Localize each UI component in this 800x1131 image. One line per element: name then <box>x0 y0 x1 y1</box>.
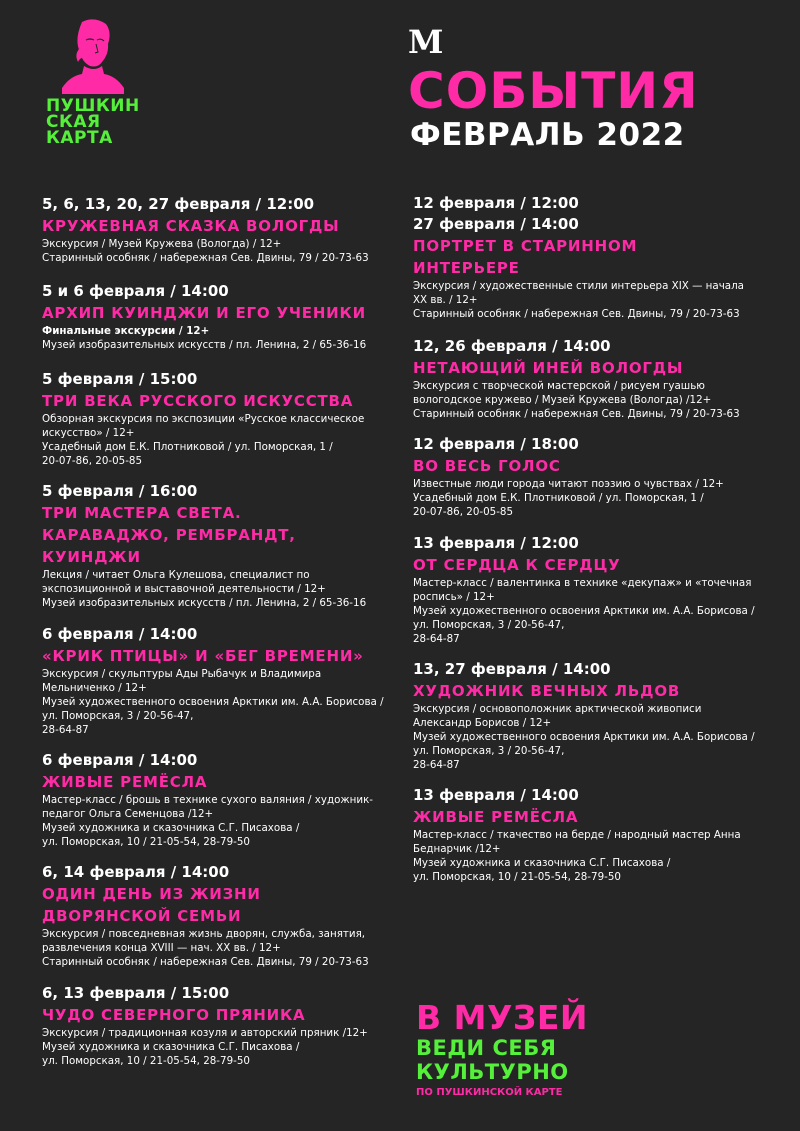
event-line: Известные люди города читают поэзию о чувствах / 12+ <box>413 478 724 490</box>
event-info <box>42 568 407 610</box>
event-title: ОДИН ДЕНЬ ИЗ ЖИЗНИ ДВОРЯНСКОЙ СЕМЬИ <box>42 885 261 925</box>
event-date: 13 февраля / 14:00 <box>413 786 579 804</box>
page-subtitle: ФЕВРАЛЬ 2022 <box>410 117 685 153</box>
event-line: ул. Поморская, 10 / 21-05-54, 28-79-50 <box>413 871 621 883</box>
event-line: Экскурсия с творческой мастерской / рисуем гуашью <box>413 380 705 392</box>
event-item <box>413 785 758 884</box>
event-line: Усадебный дом Е.К. Плотниковой / ул. Поморская, 1 / <box>42 441 333 453</box>
event-date-secondary: 27 февраля / 14:00 <box>413 215 579 233</box>
event-line: ул. Поморская, 10 / 21-05-54, 28-79-50 <box>42 836 250 848</box>
event-line: Мастер-класс / брошь в технике сухого валяния / художник- <box>42 794 374 806</box>
event-line: Экскурсия / скульптуры Ады Рыбачук и Владимира <box>42 668 322 680</box>
event-line: Музей художника и сказочника С.Г. Писахова / <box>42 822 300 834</box>
logo-line-2: СКАЯ <box>46 112 101 132</box>
event-line: 28-64-87 <box>413 759 460 771</box>
event-title: ЖИВЫЕ РЕМЁСЛА <box>413 808 579 826</box>
event-line: XX вв. / 12+ <box>413 294 478 306</box>
pushkin-card-logo <box>46 98 140 146</box>
event-line: Старинный особняк / набережная Сев. Двины, 79 / 20-73-63 <box>413 308 740 320</box>
event-line: Усадебный дом Е.К. Плотниковой / ул. Поморская, 1 / <box>413 492 704 504</box>
event-item <box>413 659 758 772</box>
event-date: 6 февраля / 14:00 <box>42 625 198 643</box>
event-line: Экскурсия / художественные стили интерьера XIX — начала <box>413 280 744 292</box>
event-info <box>413 828 758 884</box>
slogan-line-1: В МУЗЕЙ <box>416 998 589 1037</box>
event-date: 13, 27 февраля / 14:00 <box>413 660 611 678</box>
event-item <box>42 481 367 610</box>
event-line: Финальные экскурсии / 12+ <box>42 325 210 337</box>
event-line: ул. Поморская, 3 / 20-56-47, <box>42 710 194 722</box>
event-line: Лекция / читает Ольга Кулешова, специалист по <box>42 569 310 581</box>
event-title: НЕТАЮЩИЙ ИНЕЙ ВОЛОГДЫ <box>413 359 684 377</box>
event-item <box>42 983 407 1068</box>
slogan-line-4: ПО ПУШКИНСКОЙ КАРТЕ <box>416 1087 563 1098</box>
event-item <box>413 193 758 321</box>
event-info <box>413 576 758 646</box>
event-line: Музей изобразительных искусств / пл. Ленина, 2 / 65-36-16 <box>42 339 367 351</box>
event-item <box>413 434 758 519</box>
event-line: 20-07-86, 20-05-85 <box>42 455 143 467</box>
event-line: Музей изобразительных искусств / пл. Ленина, 2 / 65-36-16 <box>42 597 367 609</box>
event-title: ЖИВЫЕ РЕМЁСЛА <box>42 773 208 791</box>
event-title: ПОРТРЕТ В СТАРИННОМ ИНТЕРЬЕРЕ <box>413 237 638 277</box>
event-info <box>42 237 407 265</box>
event-date: 5 февраля / 16:00 <box>42 482 198 500</box>
event-date: 6 февраля / 14:00 <box>42 751 198 769</box>
event-date: 12 февраля / 18:00 <box>413 435 579 453</box>
event-item <box>42 750 407 849</box>
event-info <box>42 927 407 969</box>
page-title: СОБЫТИЯ <box>408 62 699 120</box>
event-date: 5 и 6 февраля / 14:00 <box>42 282 229 300</box>
event-info <box>42 1026 407 1068</box>
event-item <box>42 194 407 265</box>
event-line: вологодское кружево / Музей Кружева (Вологда) /12+ <box>413 394 712 406</box>
event-info <box>413 379 758 421</box>
event-info <box>413 702 758 772</box>
event-line: 20-07-86, 20-05-85 <box>413 506 514 518</box>
event-title: «КРИК ПТИЦЫ» И «БЕГ ВРЕМЕНИ» <box>42 647 364 665</box>
event-line: Старинный особняк / набережная Сев. Двины, 79 / 20-73-63 <box>413 408 740 420</box>
event-date: 12 февраля / 12:00 <box>413 194 579 212</box>
event-info <box>413 279 758 321</box>
event-info <box>42 412 407 468</box>
event-info <box>42 667 407 737</box>
event-line: Александр Борисов / 12+ <box>413 717 552 729</box>
event-line: развлечения конца XVIII — нач. XX вв. / 12+ <box>42 942 281 954</box>
event-item <box>42 281 407 352</box>
event-title: ВО ВЕСЬ ГОЛОС <box>413 457 561 475</box>
event-title: ТРИ МАСТЕРА СВЕТА. КАРАВАДЖО, РЕМБРАНДТ, КУИНДЖИ <box>42 504 296 566</box>
event-line: ул. Поморская, 3 / 20-56-47, <box>413 619 565 631</box>
event-line: Музей художественного освоения Арктики им. А.А. Борисова / <box>413 731 755 743</box>
event-date: 5 февраля / 15:00 <box>42 370 198 388</box>
event-date: 5, 6, 13, 20, 27 февраля / 12:00 <box>42 195 315 213</box>
event-line: Экскурсия / повседневная жизнь дворян, служба, занятия, <box>42 928 366 940</box>
event-date: 6, 14 февраля / 14:00 <box>42 863 230 881</box>
logo-line-3: КАРТА <box>46 128 113 148</box>
slogan-line-2: ВЕДИ СЕБЯ <box>416 1036 557 1060</box>
pushkin-portrait-icon <box>62 18 126 94</box>
event-info <box>42 324 407 352</box>
event-date: 12, 26 февраля / 14:00 <box>413 337 611 355</box>
event-line: Мастер-класс / ткачество на берде / народный мастер Анна <box>413 829 741 841</box>
event-info <box>42 793 407 849</box>
event-line: Музей художника и сказочника С.Г. Писахова / <box>42 1041 300 1053</box>
event-item <box>413 533 758 646</box>
event-title: КРУЖЕВНАЯ СКАЗКА ВОЛОГДЫ <box>42 217 340 235</box>
event-line: ул. Поморская, 10 / 21-05-54, 28-79-50 <box>42 1055 250 1067</box>
event-title: АРХИП КУИНДЖИ И ЕГО УЧЕНИКИ <box>42 304 366 322</box>
event-title: ХУДОЖНИК ВЕЧНЫХ ЛЬДОВ <box>413 682 681 700</box>
event-line: Музей художника и сказочника С.Г. Писахова / <box>413 857 671 869</box>
event-line: Обзорная экскурсия по экспозиции «Русское классическое <box>42 413 365 425</box>
event-item <box>42 624 407 737</box>
event-line: Экскурсия / традиционная козуля и авторский пряник /12+ <box>42 1027 368 1039</box>
event-line: экспозиционной и выставочной деятельности / 12+ <box>42 583 326 595</box>
event-line: ул. Поморская, 3 / 20-56-47, <box>413 745 565 757</box>
event-date: 6, 13 февраля / 15:00 <box>42 984 230 1002</box>
event-line: Мастер-класс / валентинка в технике «декупаж» и «точечная <box>413 577 752 589</box>
event-line: 28-64-87 <box>413 633 460 645</box>
event-line: Музей художественного освоения Арктики им. А.А. Борисова / <box>413 605 755 617</box>
event-line: Музей художественного освоения Арктики им. А.А. Борисова / <box>42 696 384 708</box>
event-date: 13 февраля / 12:00 <box>413 534 579 552</box>
event-line: искусство» / 12+ <box>42 427 135 439</box>
event-title: ЧУДО СЕВЕРНОГО ПРЯНИКА <box>42 1006 306 1024</box>
event-line: роспись» / 12+ <box>413 591 495 603</box>
event-info <box>413 477 758 519</box>
logo-line-1: ПУШКИН <box>46 96 140 116</box>
event-line: Старинный особняк / набережная Сев. Двины, 79 / 20-73-63 <box>42 252 369 264</box>
event-line: Беднарчик /12+ <box>413 843 501 855</box>
event-title: ОТ СЕРДЦА К СЕРДЦУ <box>413 556 621 574</box>
event-title: ТРИ ВЕКА РУССКОГО ИСКУССТВА <box>42 392 354 410</box>
event-line: педагог Ольга Семенцова /12+ <box>42 808 214 820</box>
event-line: Экскурсия / Музей Кружева (Вологда) / 12+ <box>42 238 282 250</box>
event-line: 28-64-87 <box>42 724 89 736</box>
event-line: Экскурсия / основоположник арктической живописи <box>413 703 702 715</box>
event-line: Мельниченко / 12+ <box>42 682 147 694</box>
event-line: Старинный особняк / набережная Сев. Двины, 79 / 20-73-63 <box>42 956 369 968</box>
museum-logo: М <box>408 23 444 61</box>
event-item <box>42 369 407 468</box>
event-item <box>413 336 758 421</box>
slogan-line-3: КУЛЬТУРНО <box>416 1060 569 1084</box>
event-item <box>42 862 369 969</box>
